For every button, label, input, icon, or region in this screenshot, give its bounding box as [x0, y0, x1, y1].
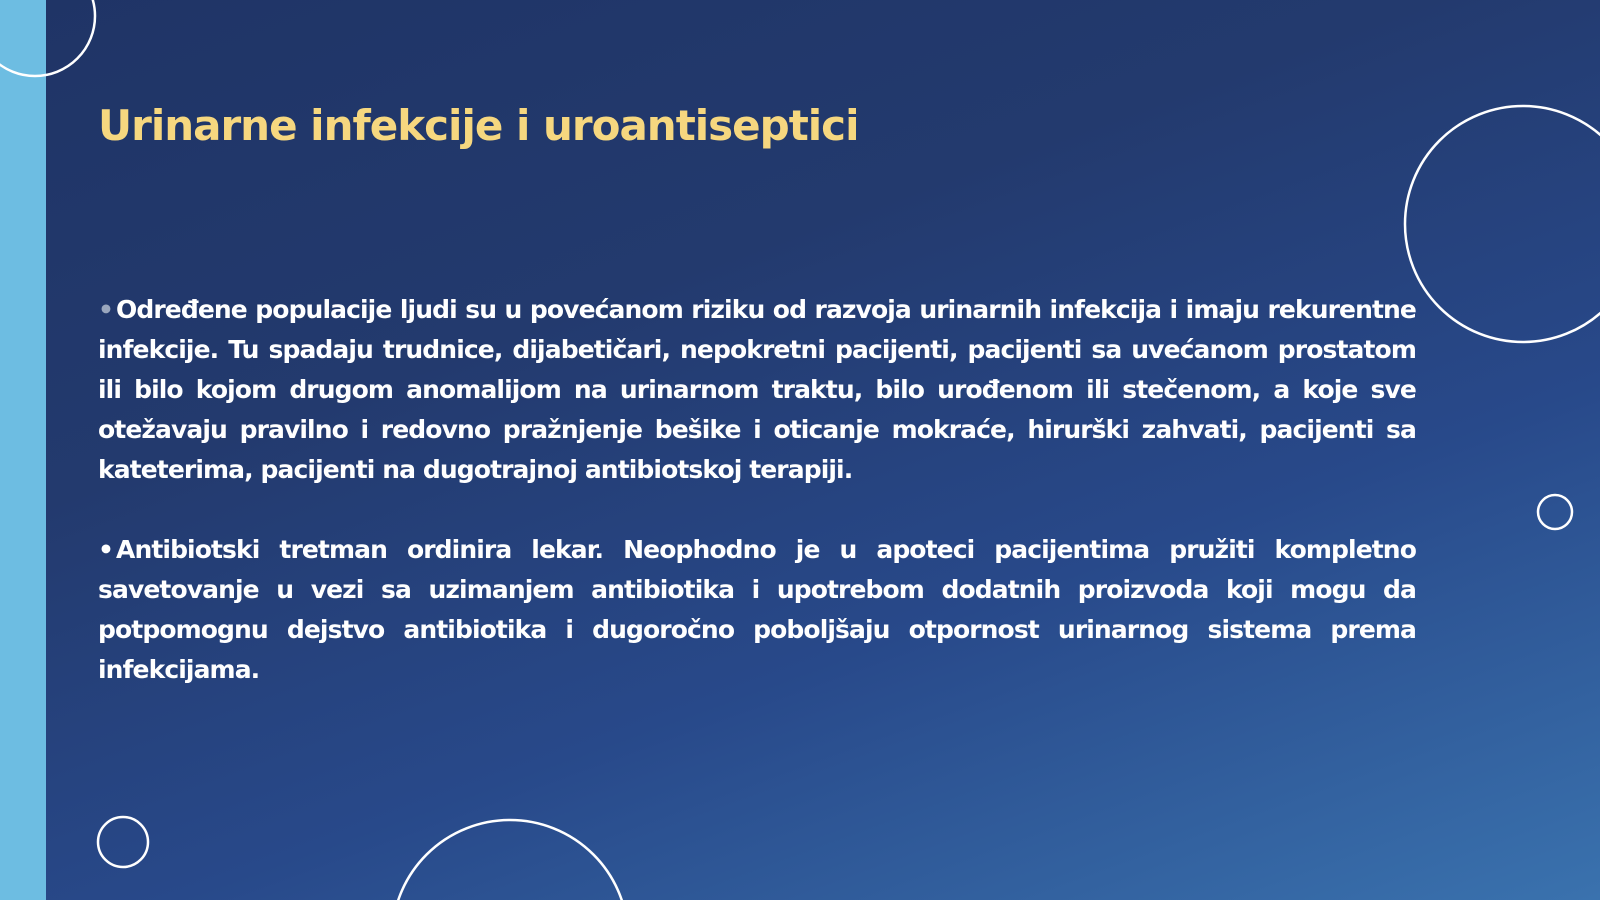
slide-body	[98, 290, 1416, 730]
bullet-text-2: Antibiotski tretman ordinira lekar. Neophodno je u apoteci pacijentima pružiti kompletno savetovanje u vezi sa uzimanjem antibiotika i upotrebom dodatnih proizvoda koji mogu da potpomognu dejstvo antibiotika i dugoročno poboljšaju otpornost urinarnog sistema prema infekcijama.	[98, 535, 1416, 684]
slide-title: Urinarne infekcije i uroantiseptici	[98, 101, 859, 150]
bullet-marker-icon: •	[98, 535, 114, 564]
bullet-text-1: Određene populacije ljudi su u povećanom riziku od razvoja urinarnih infekcija i imaju rekurentne infekcije. Tu spadaju trudnice, dijabetičari, nepokretni pacijenti, pacijenti sa uvećanom prostatom ili bilo kojom drugom anomalijom na urinarnom traktu, bilo urođenom ili stečenom, a koje sve otežavaju pravilno i redovno pražnjenje bešike i oticanje mokraće, hirurški zahvati, pacijenti sa kateterima, pacijenti na dugotrajnoj antibiotskoj terapiji.	[98, 295, 1416, 484]
circle-right-large	[1405, 106, 1600, 342]
circle-bottom-left-small	[98, 817, 148, 867]
circle-right-small	[1538, 495, 1572, 529]
bullet-paragraph-1	[98, 290, 1416, 490]
side-accent-stripe	[0, 0, 46, 900]
circle-bottom-center	[392, 820, 628, 900]
bullet-paragraph-2	[98, 530, 1416, 690]
bullet-marker-icon: •	[98, 295, 114, 324]
